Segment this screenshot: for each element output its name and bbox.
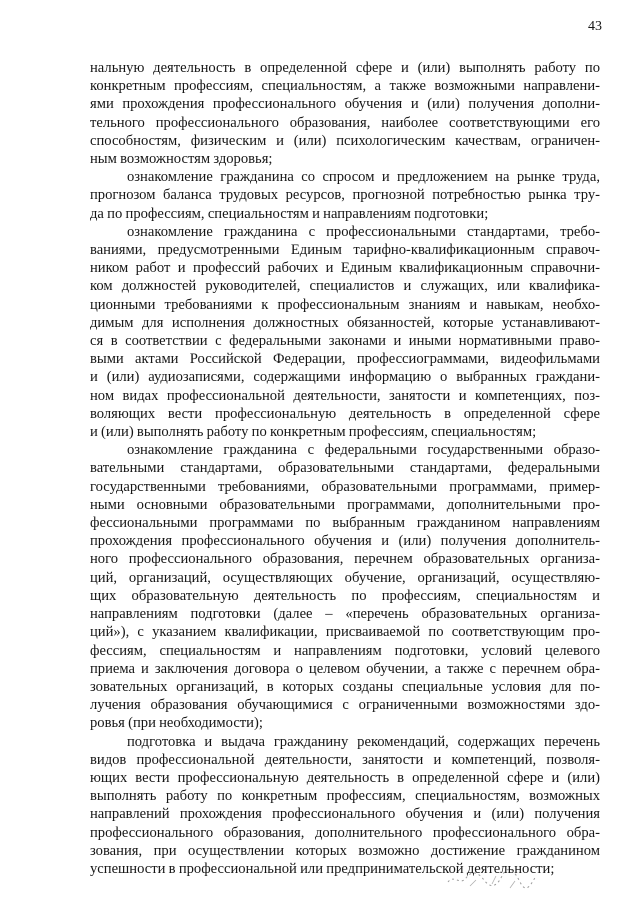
text-line: ознакомление гражданина с федеральными государственными образо-: [127, 442, 600, 459]
paragraph: [90, 168, 600, 223]
text-line: видов профессиональной деятельности, занятости и компетенций, позволя-: [90, 751, 600, 768]
page-number: 43: [588, 19, 602, 34]
text-line: ными основными образовательными программами, дополнительными про-: [90, 496, 600, 513]
document-body: [90, 59, 600, 878]
text-line: ным возможностям здоровья;: [90, 151, 273, 168]
text-line: щих образовательную деятельность по профессиям, специальностям и: [90, 587, 600, 604]
text-line: зовательных организаций, в которых созданы специальные условия для по-: [90, 678, 600, 695]
text-line: ваниями, предусмотренными Единым тарифно-квалификационным справоч-: [90, 242, 600, 259]
text-line: способностям, физическим и (или) психологическим качествам, ограничен-: [90, 132, 600, 149]
text-line: ознакомление гражданина с профессиональными стандартами, требо-: [127, 223, 600, 240]
text-line: лучения образования обучающимися с ограниченными возможностями здо-: [90, 697, 600, 714]
text-line: воляющих вести профессиональную деятельность в определенной сфере: [90, 405, 600, 422]
text-line: государственными требованиями, образовательными программами, пример-: [90, 478, 600, 495]
text-line: и (или) аудиозаписями, содержащими информацию о выбранных граждани-: [90, 369, 600, 386]
text-line: прогнозом баланса трудовых ресурсов, прогнозной потребностью рынка тру-: [90, 187, 600, 204]
paragraph: [90, 59, 600, 168]
text-line: ций»), с указанием квалификации, присваиваемой по соответствующим про-: [90, 624, 600, 641]
text-line: ником работ и профессий рабочих и Единым квалификационным справочни-: [90, 260, 600, 277]
paragraph: [90, 223, 600, 441]
text-line: прохождения профессионального обучения и (или) получения дополнитель-: [90, 533, 600, 550]
text-line: фессиональными программами по выбранным гражданином направлениям: [90, 515, 600, 532]
text-line: да по профессиям, специальностям и направлениям подготовки;: [90, 205, 489, 222]
text-line: выполнять работу по конкретным профессиям, специальностям, возможных: [90, 788, 600, 805]
text-line: направлениям подготовки (далее – «перечень образовательных организа-: [90, 606, 600, 623]
text-line: приема и заключения договора о целевом обучении, а также с перечнем обра-: [90, 660, 600, 677]
text-line: фессиям, специальностям и направлениям подготовки, условий целевого: [90, 642, 600, 659]
text-line: и (или) выполнять работу по конкретным профессиям, специальностям;: [90, 424, 537, 441]
text-line: зования, при осуществлении которых возможно достижение гражданином: [90, 842, 600, 859]
text-line: успешности в профессиональной или предпринимательской деятельности;: [90, 860, 555, 877]
text-line: вательными стандартами, образовательными стандартами, федеральными: [90, 460, 600, 477]
text-line: ющих вести профессиональную деятельность в определенной сфере и (или): [90, 769, 600, 786]
text-line: подготовка и выдача гражданину рекомендаций, содержащих перечень: [127, 733, 600, 750]
paragraph: [90, 733, 600, 879]
text-line: ном видах профессиональной деятельности, занятости и компетенциях, поз-: [90, 387, 600, 404]
text-line: ционными требованиями к профессиональным знаниям и навыкам, необхо-: [90, 296, 600, 313]
text-line: ями прохождения профессионального обучения и (или) получения дополни-: [90, 96, 600, 113]
text-line: направлений прохождения профессионального обучения и (или) получения: [90, 806, 600, 823]
text-line: нальную деятельность в определенной сфере и (или) выполнять работу по: [90, 60, 600, 76]
text-line: ровья (при необходимости);: [90, 715, 263, 732]
text-line: профессионального образования, дополнительного профессионального обра-: [90, 824, 600, 841]
handwritten-mark: [440, 864, 540, 892]
text-line: ного профессионального образования, перечнем образовательных организа-: [90, 551, 600, 568]
text-line: ознакомление гражданина со спросом и предложением на рынке труда,: [127, 169, 600, 186]
text-line: димым для исполнения должностных обязанностей, которые устанавливают-: [90, 314, 600, 331]
paragraph: [90, 441, 600, 732]
text-line: ком должностей руководителей, специалистов и служащих, или квалифика-: [90, 278, 600, 295]
text-line: тельного профессионального образования, наиболее соответствующими его: [90, 114, 600, 131]
text-line: ций, организаций, осуществляющих обучение, организаций, осуществляю-: [90, 569, 600, 586]
text-line: выми актами Российской Федерации, профессиограммами, видеофильмами: [90, 351, 600, 368]
text-line: ся в соответствии с федеральными законами и иными нормативными право-: [90, 333, 600, 350]
text-line: конкретным профессиям, специальностям, а также возможными направлени-: [90, 78, 600, 95]
